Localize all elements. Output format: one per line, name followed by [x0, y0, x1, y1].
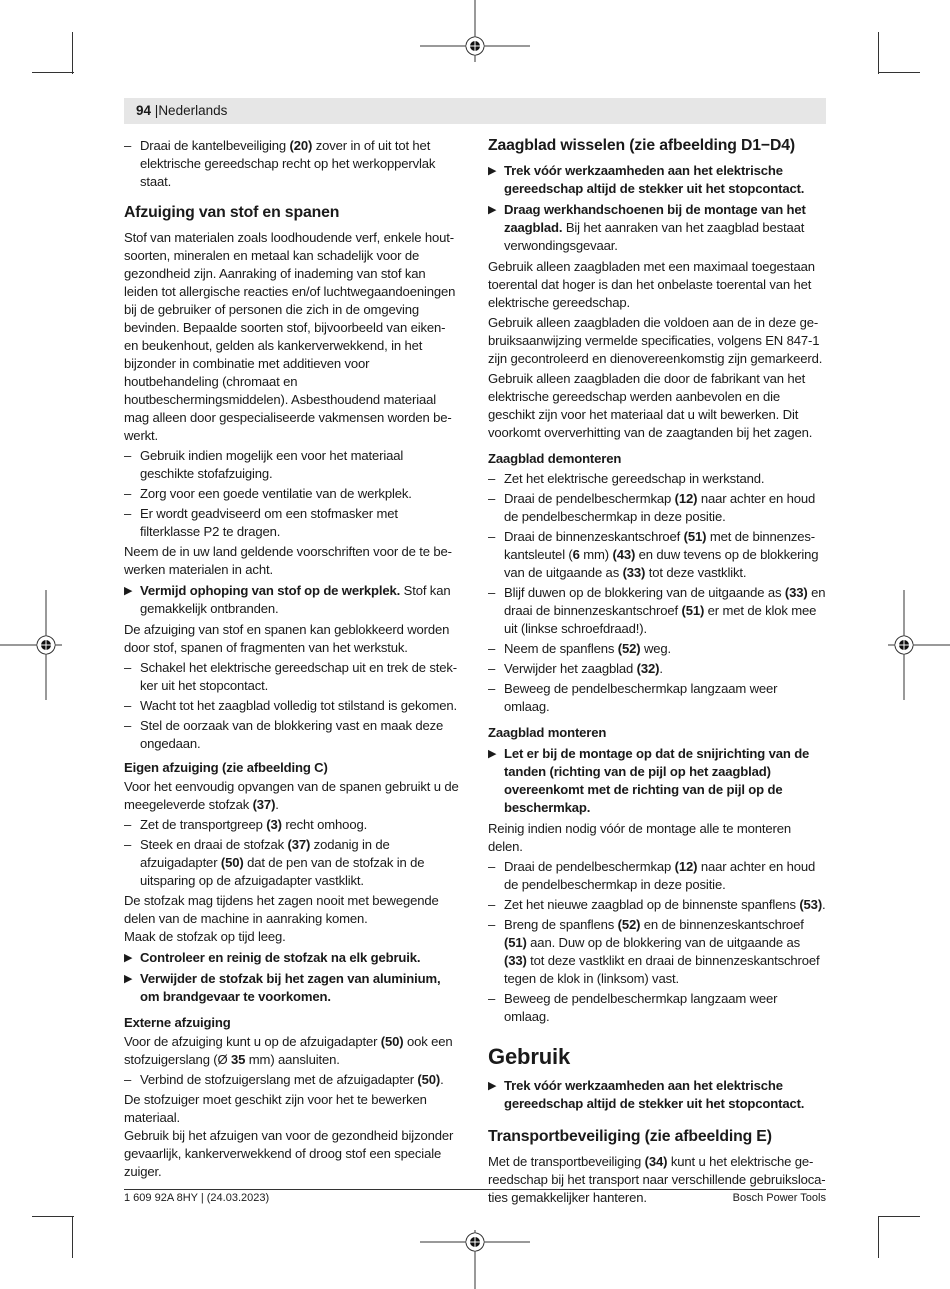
registration-mark-left	[0, 590, 75, 700]
list-item: – Draai de pendelbeschermkap (12) naar achter en houd de pendelbeschermkap in deze positie.	[488, 859, 816, 892]
warning-item: ▶ Draag werkhandschoenen bij de montage van het zaagblad. Bij het aanraken van het zaagblad bestaat verwondingsgevaar.	[488, 202, 806, 253]
list-item: – Verbind de stofzuigerslang met de afzuigadapter (50).	[124, 1072, 444, 1087]
list-item: – Wacht tot het zaagblad volledig tot stilstand is gekomen.	[124, 698, 458, 713]
paragraph: Gebruik alleen zaagbladen die voldoen aan de in deze gebruiksaanwijzing vermelde specificaties, volgens EN 847-1 zijn gecontroleerd en dienovereenkomstig zijn gemarkeerd.	[488, 315, 823, 366]
list-item: – Draai de binnenzeskantschroef (51) met de binnenzeskantsleutel (6 mm) (43) en duw tevens op de blokkering van de uitgaande as (33) tot deze vastklikt.	[488, 529, 819, 580]
page-header	[124, 98, 826, 124]
list-item: – Zorg voor een goede ventilatie van de werkplek.	[124, 486, 412, 501]
section-heading: Zaagblad wisselen (zie afbeelding D1−D4)	[488, 137, 795, 154]
crop-mark	[32, 1216, 74, 1217]
page-header-text	[136, 103, 227, 119]
list-item: – Neem de spanflens (52) weg.	[488, 641, 671, 656]
list-item: – Beweeg de pendelbeschermkap langzaam weer omlaag.	[488, 681, 778, 714]
paragraph: Gebruik alleen zaagbladen met een maximaal toegestaan toerental dat hoger is dan het onbelaste toerental van het elektrische gereedschap.	[488, 259, 815, 310]
paragraph: Voor het eenvoudig opvangen van de spanen gebruikt u de meegeleverde stofzak (37).	[124, 779, 459, 812]
list-item: – Zet het nieuwe zaagblad op de binnenste spanflens (53).	[488, 897, 826, 912]
section-heading: Afzuiging van stof en spanen	[124, 204, 340, 221]
arrow-icon: ▶	[488, 748, 497, 760]
list-item: – Steek en draai de stofzak (37) zodanig in de afzuigadapter (50) dat de pen van de stofzak in de uitsparing op de afzuigadapter vastklikt.	[124, 837, 425, 888]
header-language: Nederlands	[158, 103, 228, 118]
right-column	[488, 135, 826, 1207]
crop-mark	[878, 32, 879, 74]
arrow-icon: ▶	[124, 952, 133, 964]
paragraph: Gebruik alleen zaagbladen die door de fabrikant van het elektrische gereedschap werden aanbevolen en die geschikt zijn voor het materiaal dat u wilt bewerken. Dit voorkomt oververhitting van de zaagtanden bij het zagen.	[488, 371, 813, 440]
list-item: – Gebruik indien mogelijk een voor het materiaal geschikte stofafzuiging.	[124, 448, 404, 481]
list-item: – Draai de kantelbeveiliging (20) zover in of uit tot het elektrische gereedschap recht op het werkoppervlak staat.	[124, 138, 436, 189]
crop-mark	[32, 72, 74, 73]
subsection-heading: Zaagblad monteren	[488, 725, 607, 740]
registration-mark-bottom	[420, 1220, 530, 1289]
dash-marker: –	[124, 138, 132, 153]
list-item: – Verwijder het zaagblad (32).	[488, 661, 663, 676]
list-item: – Zet de transportgreep (3) recht omhoog.	[124, 817, 368, 832]
paragraph: Reinig indien nodig vóór de montage alle te monteren delen.	[488, 821, 792, 854]
page-number: 94	[136, 103, 152, 118]
paragraph: Voor de afzuiging kunt u op de afzuigadapter (50) ook een stofzuigerslang (Ø 35 mm) aansluiten.	[124, 1034, 453, 1067]
paragraph: Met de transportbeveiliging (34) kunt u het elektrische gereedschap bij het transport naar verschillende gebruikslocaties gemakkelijker hanteren.	[488, 1154, 826, 1205]
paragraph: Maak de stofzak op tijd leeg.	[124, 929, 286, 944]
footer-brand: Bosch Power Tools	[732, 1192, 826, 1204]
list-item: – Stel de oorzaak van de blokkering vast en maak deze ongedaan.	[124, 718, 444, 751]
arrow-icon: ▶	[124, 585, 133, 597]
registration-mark-right	[875, 590, 950, 700]
warning-item: ▶ Verwijder de stofzak bij het zagen van aluminium, om brandgevaar te voorkomen.	[124, 971, 441, 1004]
subsection-heading: Zaagblad demonteren	[488, 451, 622, 466]
list-item: – Er wordt geadviseerd om een stofmasker met filterklasse P2 te dragen.	[124, 506, 398, 539]
arrow-icon: ▶	[124, 973, 133, 985]
list-item: – Schakel het elektrische gereedschap uit en trek de stekker uit het stopcontact.	[124, 660, 458, 693]
paragraph: De afzuiging van stof en spanen kan geblokkeerd worden door stof, spanen of fragmenten van het werkstuk.	[124, 622, 450, 655]
warning-item: ▶ Trek vóór werkzaamheden aan het elektrische gereedschap altijd de stekker uit het stopcontact.	[488, 1078, 805, 1111]
warning-item: ▶ Trek vóór werkzaamheden aan het elektrische gereedschap altijd de stekker uit het stopcontact.	[488, 163, 805, 196]
list-item: – Blijf duwen op de blokkering van de uitgaande as (33) en draai de binnenzeskantschroef (51) er met de klok mee uit (linkse schroefdraad!).	[488, 585, 826, 636]
paragraph: De stofzuiger moet geschikt zijn voor het te bewerken materiaal.	[124, 1092, 427, 1125]
section-heading: Transportbeveiliging (zie afbeelding E)	[488, 1128, 772, 1145]
warning-item: ▶ Let er bij de montage op dat de snijrichting van de tanden (richting van de pijl op het zaagblad) overeenkomt met de richting van de pijl op de beschermkap.	[488, 746, 810, 815]
paragraph: Gebruik bij het afzuigen van voor de gezondheid bijzonder gevaarlijk, kankerverwekkend of droog stof een speciale zuiger.	[124, 1128, 454, 1179]
footer-document-id: 1 609 92A 8HY | (24.03.2023)	[124, 1192, 270, 1204]
arrow-icon: ▶	[488, 1080, 497, 1092]
crop-mark	[72, 32, 73, 74]
footer-divider	[124, 1189, 826, 1190]
warning-item: ▶ Vermijd ophoping van stof op de werkplek. Stof kan gemakkelijk ontbranden.	[124, 583, 451, 616]
header-separator: |	[154, 103, 159, 118]
chapter-heading: Gebruik	[488, 1044, 571, 1069]
subsection-heading: Externe afzuiging	[124, 1015, 231, 1030]
list-item: – Beweeg de pendelbeschermkap langzaam weer omlaag.	[488, 991, 778, 1024]
arrow-icon: ▶	[488, 204, 497, 216]
arrow-icon: ▶	[488, 165, 497, 177]
list-item: – Draai de pendelbeschermkap (12) naar achter en houd de pendelbeschermkap in deze positie.	[488, 491, 816, 524]
paragraph: De stofzak mag tijdens het zagen nooit met bewegende delen van de machine in aanraking komen.	[124, 893, 439, 926]
crop-mark	[878, 1216, 920, 1217]
list-item: – Breng de spanflens (52) en de binnenzeskantschroef (51) aan. Duw op de blokkering van de uitgaande as (33) tot deze vastklikt en draai de binnenzeskantschroef tegen de klok in (linksom) vast.	[488, 917, 820, 986]
left-column	[124, 135, 459, 1181]
crop-mark	[878, 1216, 879, 1258]
warning-item: ▶ Controleer en reinig de stofzak na elk gebruik.	[124, 950, 421, 965]
crop-mark	[878, 72, 920, 73]
paragraph: Neem de in uw land geldende voorschriften voor de te bewerken materialen in acht.	[124, 544, 453, 577]
paragraph: Stof van materialen zoals loodhoudende verf, enkele houtsoorten, mineralen en metaal kan schadelijk voor de gezondheid zijn. Aanraking of inademing van stof kan leiden tot allergische reacties en/of luchtwegaandoeningen bij de gebruiker of personen die zich in de omgeving bevinden. Bepaalde soorten stof, bijvoorbeeld van eiken- en beukenhout, gelden als kankerverwekkend, in het bijzonder in combinatie met additieven voor houtbehandeling (chromaat en houtbeschermingsmiddelen). Asbesthoudend materiaal mag alleen door gespecialiseerde vakmensen worden bewerkt.	[124, 230, 456, 443]
list-item: – Zet het elektrische gereedschap in werkstand.	[488, 471, 765, 486]
crop-mark	[72, 1216, 73, 1258]
subsection-heading: Eigen afzuiging (zie afbeelding C)	[124, 760, 328, 775]
registration-mark-top	[420, 0, 530, 75]
